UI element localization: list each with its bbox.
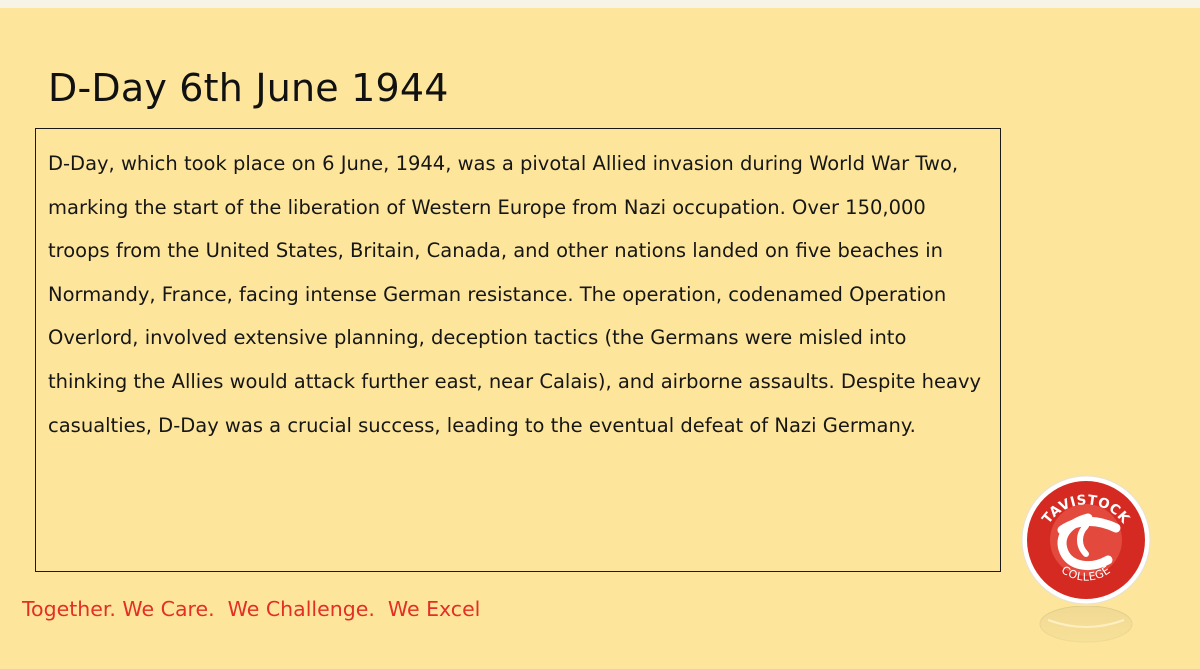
logo-bottom-text: COLLEGE bbox=[1058, 563, 1114, 584]
body-paragraph: D-Day, which took place on 6 June, 1944, was a pivotal Allied invasion during World War Two, marking the start of the liberation of Western Europe from Nazi occupation. Over 150,000 troops from the United States, Britain, Canada, and other nations landed on five beaches in Normandy, France, facing intense German resistance. The operation, codenamed Operation Overlord, involved extensive planning, deception tactics (the Germans were misled into thinking the Allies would attack further east, near Calais), and airborne assaults. Despite heavy casualties, D-Day was a crucial success, leading to the eventual defeat of Nazi Germany. bbox=[48, 152, 982, 437]
logo-top-text: TAVISTOCK bbox=[1039, 492, 1133, 527]
logo-reflection bbox=[1040, 606, 1132, 642]
tavistock-college-logo bbox=[1018, 474, 1154, 669]
body-text-box bbox=[35, 128, 1001, 572]
school-motto: Together. We Care. We Challenge. We Excel bbox=[22, 597, 481, 621]
slide-title: D-Day 6th June 1944 bbox=[48, 66, 449, 110]
top-strip bbox=[0, 0, 1200, 8]
